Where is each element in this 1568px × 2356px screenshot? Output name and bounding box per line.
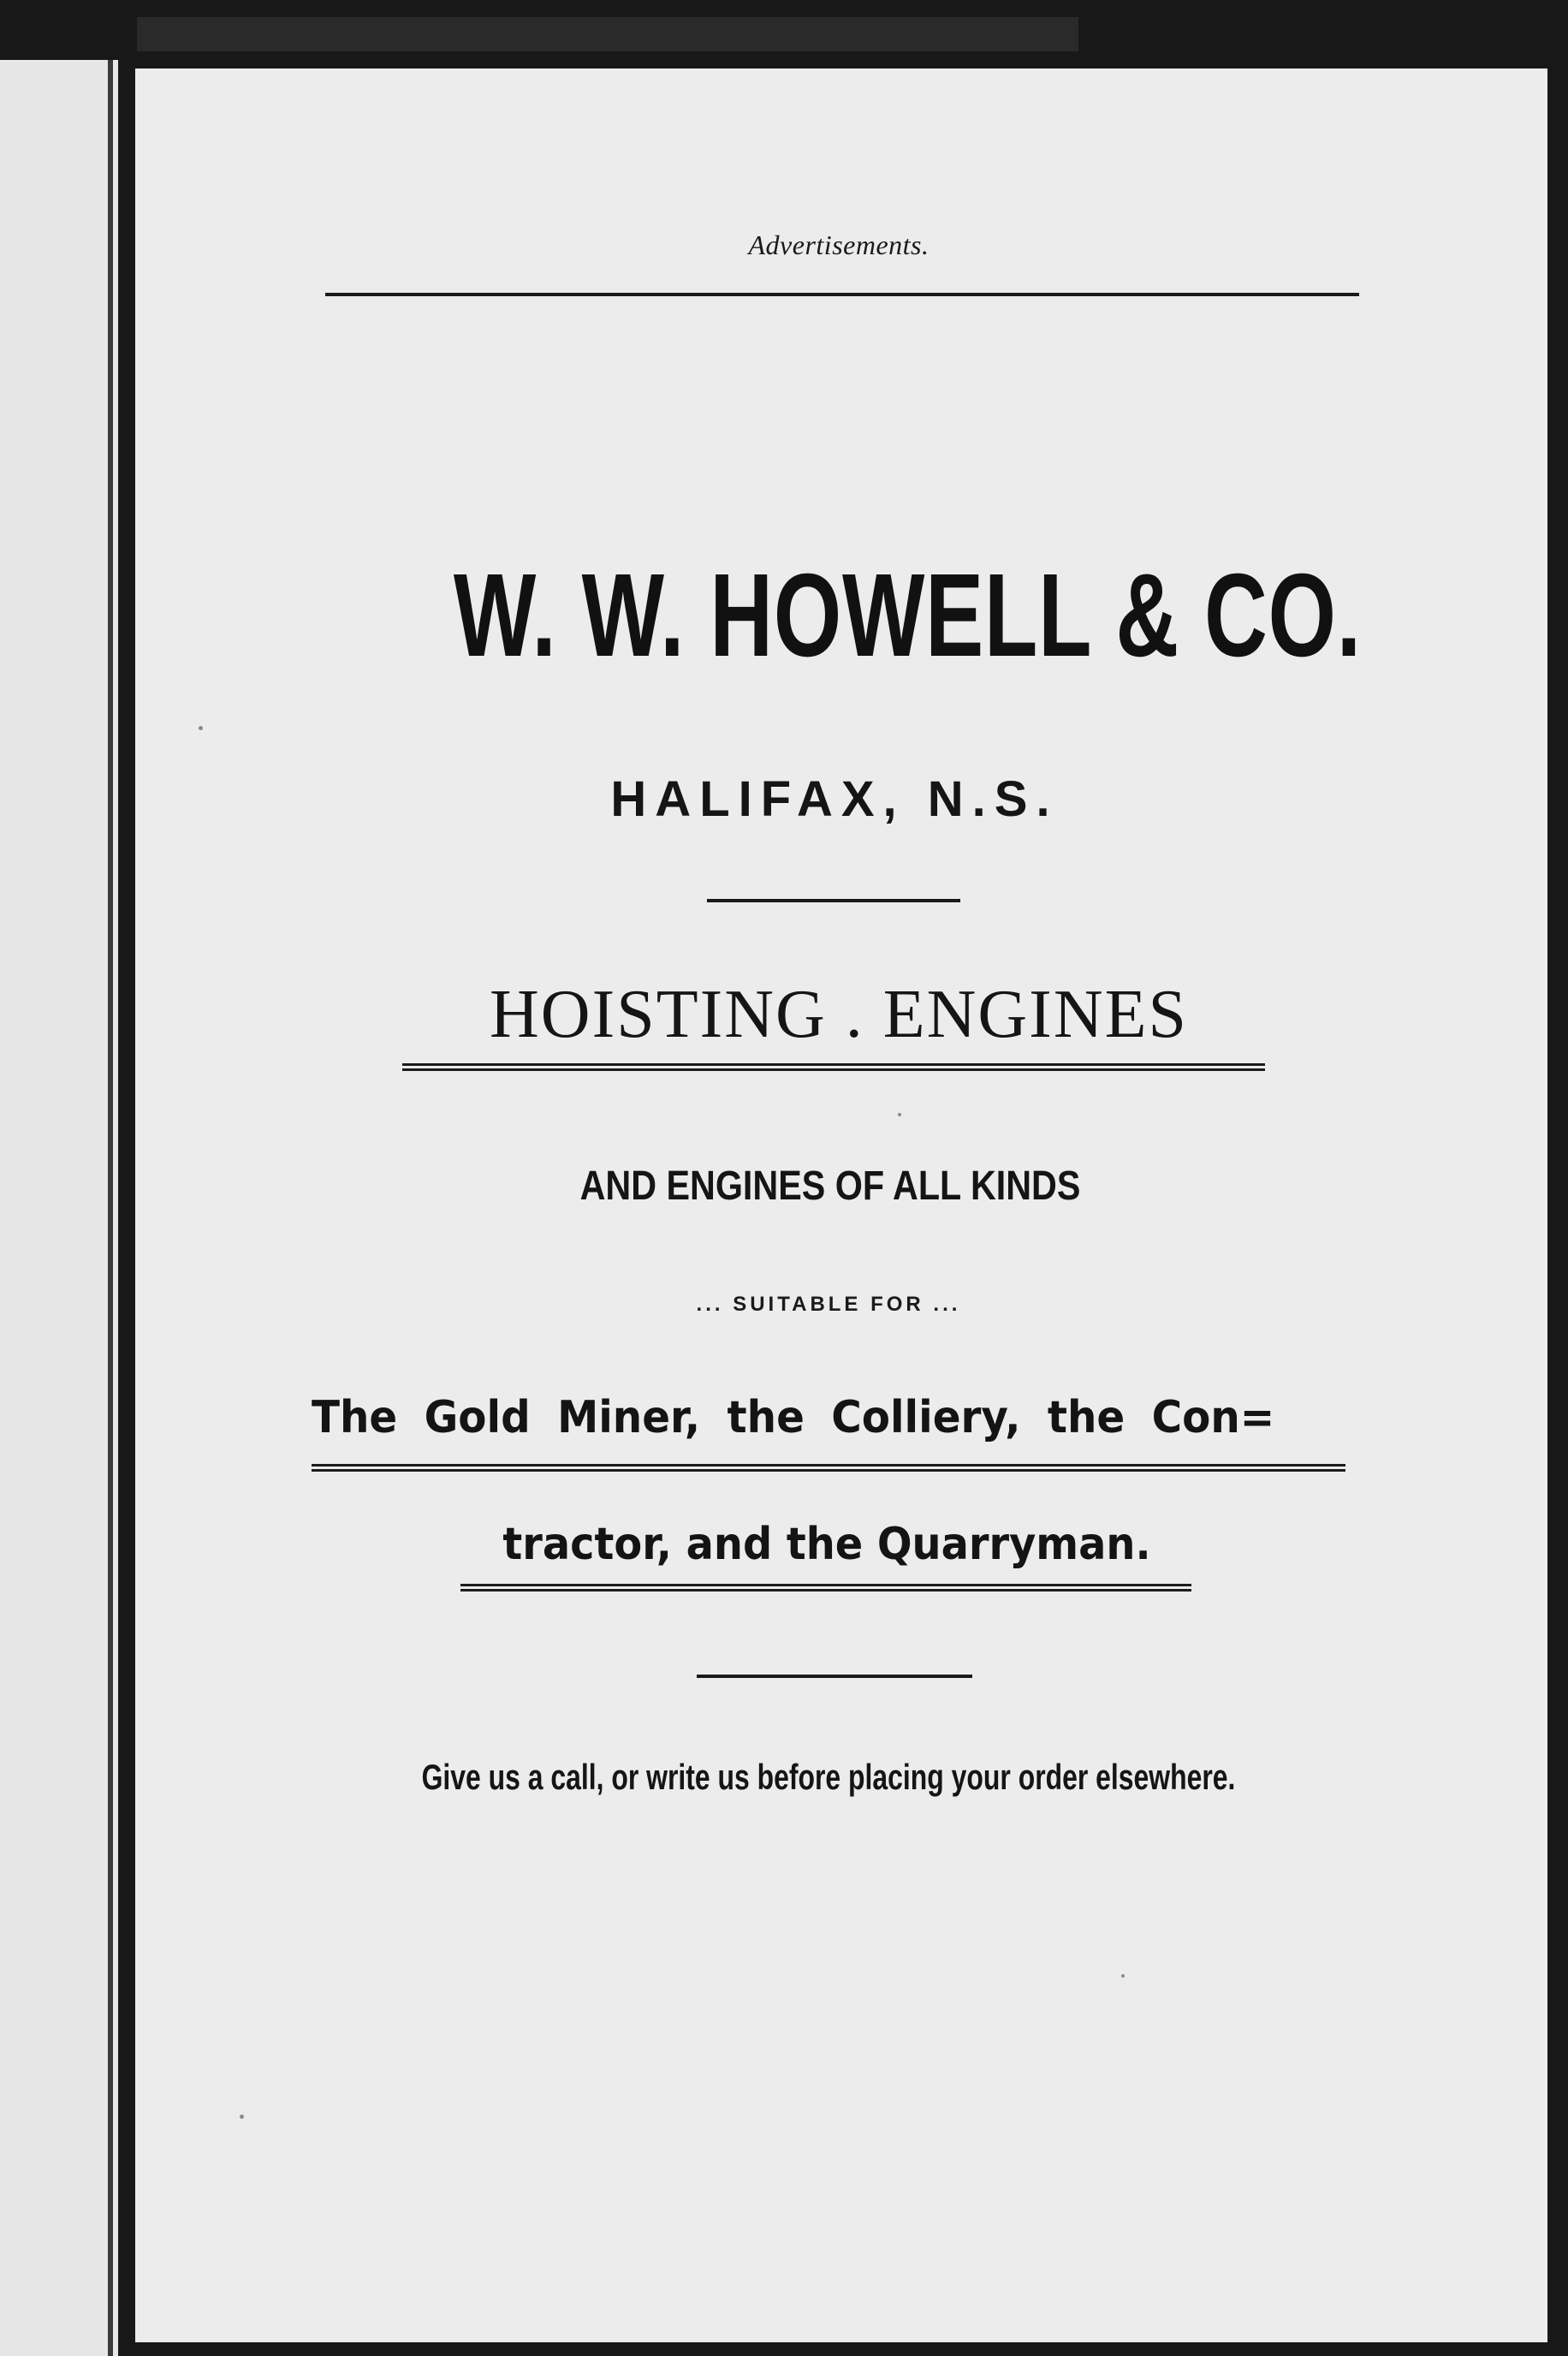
divider-rule <box>697 1675 972 1678</box>
audience-underline-2 <box>460 1584 1191 1591</box>
audience-line-1: The Gold Miner, the Colliery, the Con= <box>312 1392 1275 1443</box>
product-underline <box>402 1063 1265 1071</box>
paper-speck <box>1121 1974 1125 1978</box>
paper-speck <box>898 1113 901 1116</box>
company-location: HALIFAX, N.S. <box>610 771 1059 827</box>
paper-speck <box>240 2115 244 2119</box>
divider-rule <box>707 899 960 902</box>
audience-underline-1 <box>312 1464 1345 1472</box>
product-heading: HOISTING . ENGINES <box>490 977 1188 1052</box>
product-subheading: AND ENGINES OF ALL KINDS <box>579 1163 1081 1209</box>
suitable-for-label: ... SUITABLE FOR ... <box>696 1293 961 1316</box>
paper-speck <box>199 726 203 730</box>
header-rule <box>325 293 1359 296</box>
running-head: Advertisements. <box>748 229 930 260</box>
audience-line-2: tractor, and the Quarryman. <box>502 1519 1151 1570</box>
company-name: W. W. HOWELL & CO. <box>453 550 1362 681</box>
closing-call-to-action: Give us a call, or write us before placing your order elsewhere. <box>421 1757 1236 1797</box>
